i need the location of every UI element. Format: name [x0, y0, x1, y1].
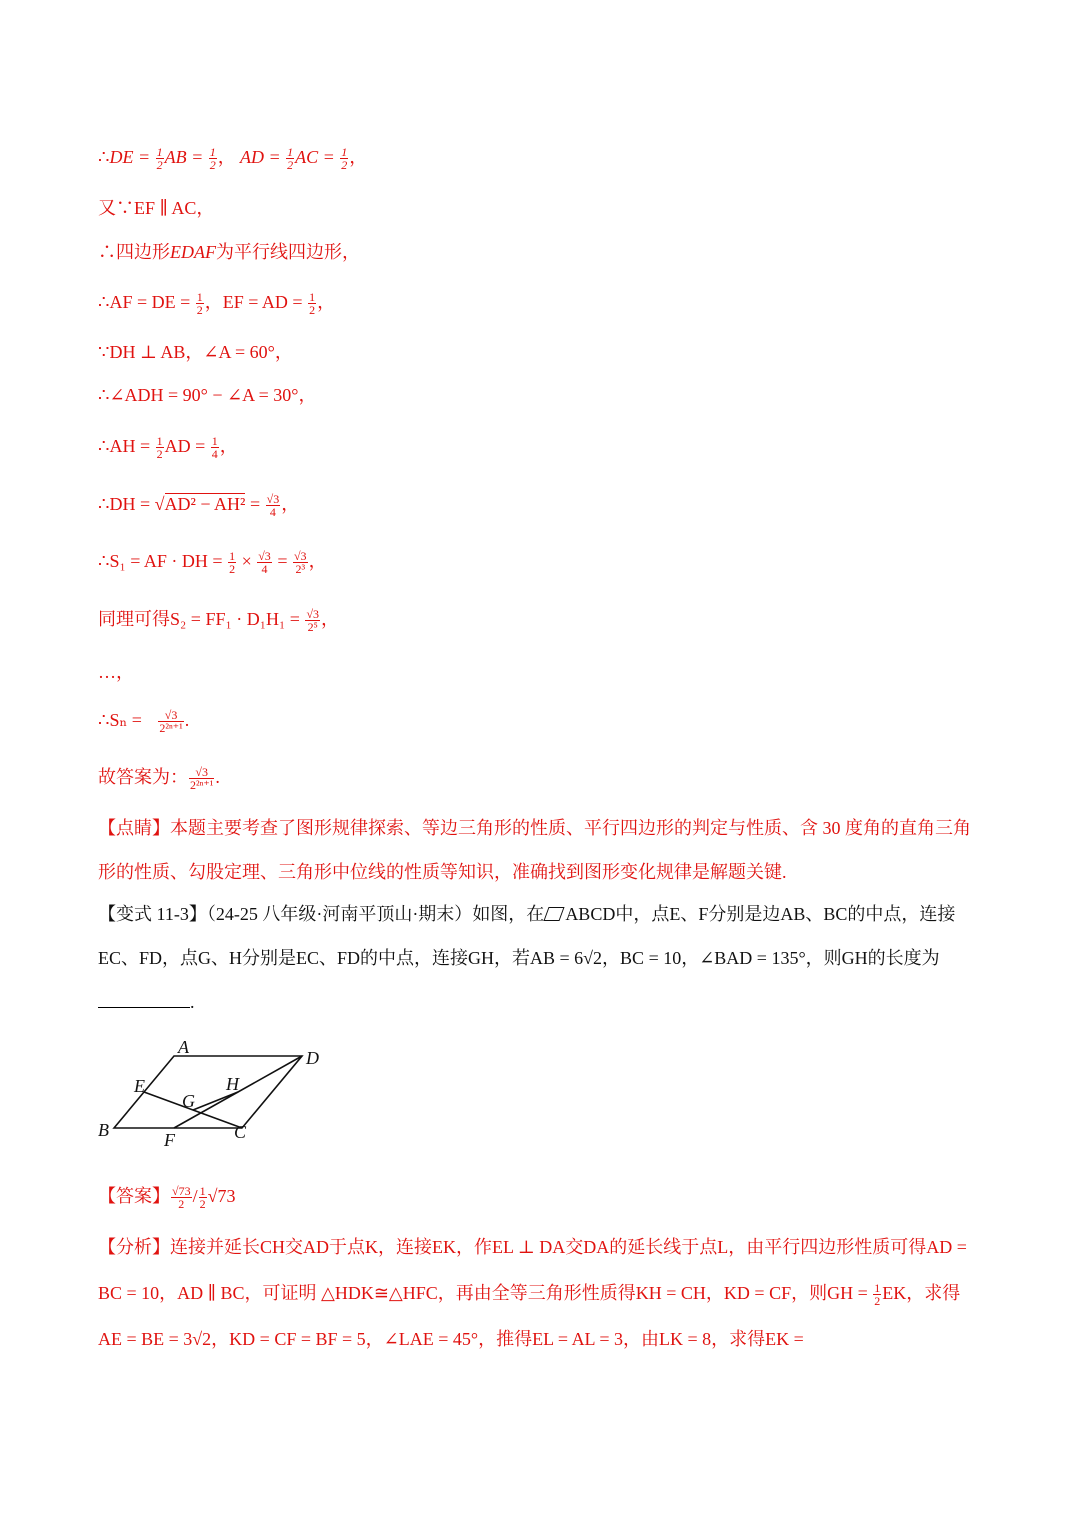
- key-point-tag: 【点睛】: [98, 818, 170, 838]
- label-h: H: [226, 1074, 239, 1094]
- fraction: $\frac{1}{4}$: [211, 434, 218, 462]
- label-g: G: [182, 1091, 195, 1111]
- fraction: $\frac{1}{2}$: [156, 434, 163, 462]
- variant-question: 【变式 11-3】（24-25 八年级·河南平顶山·期末）如图，在 ABCD中，点E、F分别是边AB、BC的中点，连接EC、FD，点G、H分别是EC、FD的中点，连接GH，若AB = 6√2，BC = 10，∠BAD = 135°，则GH的长度为.: [98, 904, 956, 1012]
- solution-line-6: ∴∠ADH = 90° − ∠A = 30°，: [98, 385, 317, 405]
- segment-gh: [193, 1092, 238, 1110]
- fraction: $\frac{√3}{\text{2²ⁿ⁺¹}}$: [159, 708, 183, 736]
- fraction: $\frac{1}{2}$: [341, 145, 348, 173]
- fraction: $\frac{1}{2}$: [309, 290, 316, 318]
- geometry-figure: [96, 1036, 336, 1148]
- fraction: $\frac{√3}{4}$: [266, 492, 280, 520]
- solution-line-11: …，: [98, 662, 134, 682]
- answer-line: 【答案】 $\frac{√73}{2}$ / $\frac{1}{2}$ √73: [98, 1184, 236, 1212]
- fraction: $\frac{√3}{\text{2⁵}}$: [306, 607, 320, 635]
- solution-line-9: ∴S₁ = AF · DH = $\frac{1}{2}$ × $\frac{√3}{4}$ = $\frac{√3}{\text{2³}}$ ，: [98, 549, 327, 577]
- fraction: $\frac{√3}{\text{2³}}$: [293, 549, 307, 577]
- solution-line-1: ∴DE = $\frac{1}{2}$ AB = $\frac{1}{2}$ ， AD = $\frac{1}{2}$ AC = $\frac{1}{2}$ ，: [98, 145, 368, 173]
- fraction: $\frac{√3}{4}$: [258, 549, 271, 577]
- solution-line-2: 又∵EF ∥ AC，: [98, 198, 215, 218]
- solution-line-10: 同理可得S₂ = FF₁ · D₁H₁ = $\frac{√3}{\text{2⁵}}$ ，: [98, 607, 340, 635]
- fraction: $\frac{1}{2}$: [287, 145, 294, 173]
- fraction: $\frac{√3}{\text{2²ⁿ⁺¹}}$: [190, 765, 214, 793]
- fraction: $\frac{1}{2}$: [874, 1281, 881, 1309]
- analysis-tag: 【分析】: [98, 1237, 170, 1257]
- label-c: C: [234, 1122, 247, 1142]
- fraction: $\frac{1}{2}$: [229, 549, 236, 577]
- parallelogram-symbol-icon: [544, 907, 565, 921]
- solution-line-13: 故答案为： $\frac{√3}{\text{2²ⁿ⁺¹}}$ .: [98, 765, 220, 793]
- fraction: $\frac{1}{2}$: [209, 145, 216, 173]
- fraction: $\frac{1}{2}$: [196, 290, 203, 318]
- solution-line-3: ∴四边形EDAF为平行线四边形，: [98, 242, 360, 262]
- solution-line-8: ∴DH = √AD² − AH² = $\frac{√3}{4}$ ，: [98, 492, 300, 520]
- solution-line-4: ∴AF = DE = $\frac{1}{2}$ ，EF = AD = $\frac{1}{2}$ ，: [98, 290, 336, 318]
- fraction: $\frac{1}{2}$: [156, 145, 163, 173]
- analysis-paragraph: 【分析】连接并延长CH交AD于点K，连接EK，作EL ⊥ DA交DA的延长线于点L，由平行四边形性质可得AD = BC = 10，AD ∥ BC，可证明 △HDK≅△HFC，再由全等三角形性质得KH = CH，KD = CF，则GH = $\frac{1}{2}$ EK，求得AE = BE = 3√2，KD = CF = BF = 5，∠LAE = 45°，推得EL = AL = 3，由LK = 8，求得EK =: [98, 1237, 967, 1349]
- label-f: F: [164, 1130, 175, 1148]
- key-point-text: 本题主要考查了图形规律探索、等边三角形的性质、平行四边形的判定与性质、含 30 度角的直角三角形的性质、勾股定理、三角形中位线的性质等知识，准确找到图形变化规律是解题关键.: [98, 818, 971, 882]
- solution-line-12: ∴Sₙ = $\frac{√3}{\text{2²ⁿ⁺¹}}$ .: [98, 708, 190, 736]
- variant-tag: 【变式 11-3】: [98, 904, 207, 924]
- label-d: D: [306, 1048, 319, 1068]
- fraction: $\frac{√73}{2}$: [172, 1184, 191, 1212]
- label-a: A: [178, 1037, 189, 1057]
- label-e: E: [134, 1076, 145, 1096]
- answer-tag: 【答案】: [98, 1186, 170, 1206]
- key-point-paragraph: [98, 806, 984, 894]
- fraction: $\frac{1}{2}$: [199, 1184, 206, 1212]
- solution-line-5: ∵DH ⊥ AB，∠A = 60°，: [98, 342, 293, 362]
- label-b: B: [98, 1120, 109, 1140]
- answer-blank: [98, 991, 190, 1008]
- solution-line-7: ∴AH = $\frac{1}{2}$ AD = $\frac{1}{4}$ ，: [98, 434, 238, 462]
- variant-source: （24-25 八年级·河南平顶山·期末）: [206, 904, 473, 924]
